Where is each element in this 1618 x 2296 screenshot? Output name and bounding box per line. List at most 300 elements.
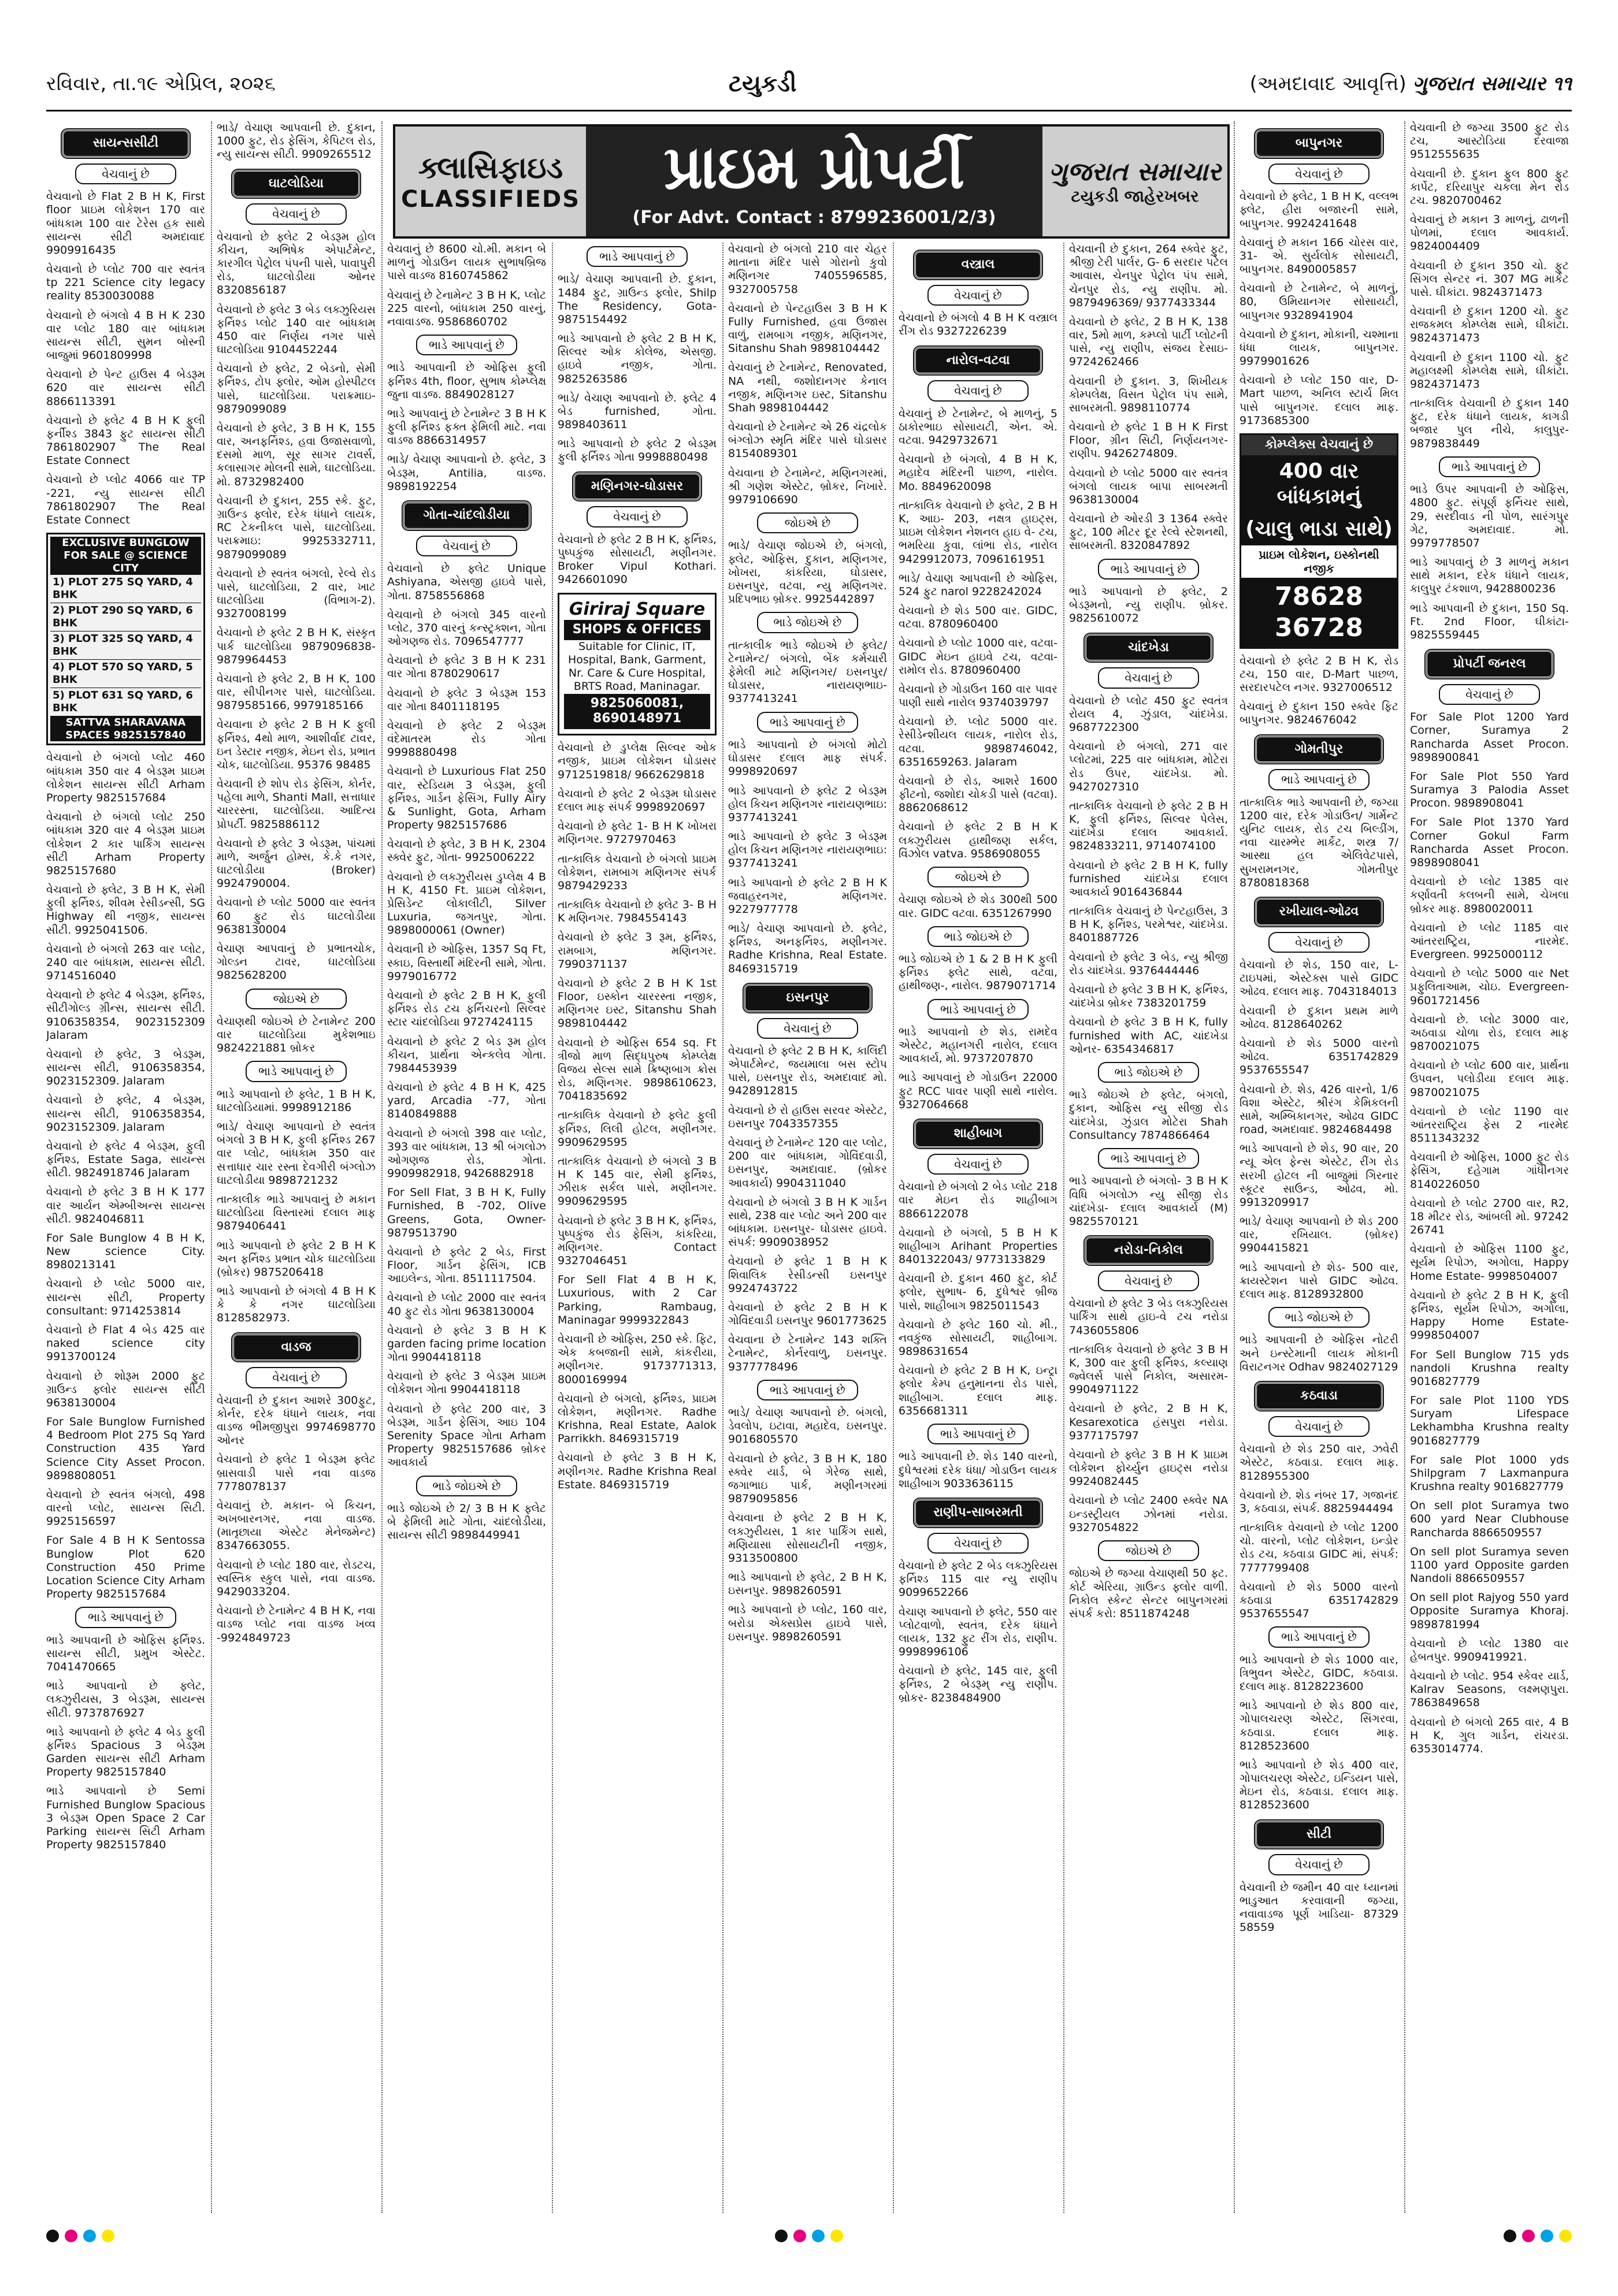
ad-column-4 (558, 243, 717, 2213)
section-subheading: વેચવાનું છે (587, 506, 688, 527)
column-divider (211, 121, 212, 2213)
classified-ad: ભાડે આપવાનો છે બંગલો મોટો ઘોડાસર દલાલ માફ સંપર્ક. 9998920697 (728, 738, 887, 778)
banner-right (1042, 127, 1227, 236)
section-subheading: વેચવાનું છે (757, 1018, 858, 1039)
classified-ad: વેચવાનું છે મકાન 166 ચોરસ વાર, 31- એ. સુર્યલોક સોસાયટી, બાપુનગર. 8490005857 (1240, 236, 1398, 276)
section-subheading: વેચવાનું છે (246, 203, 347, 224)
classified-ad: વેચવાનો છે ફ્લેટ 3 B H K, fully furnished with AC, ચાંદખેડા ઓનર- 6354346817 (1069, 1016, 1228, 1056)
classified-ad: ભાડે આપવાનો છે શેડ 400 વાર, ગોપાલચરણ એસ્ટેટ, ઇન્ડિયન પાસે, મેઇન રોડ, કઠવાડા. દલાલ માફ. 8128523600 (1240, 1758, 1398, 1812)
classified-ad: વેચવાનો છે ફ્લેટ 4 B H K ફુલી ફર્નીશ્ડ 3843 ફુટ સાયન્સ સીટી 7861802907 The Real Estate Connect (46, 414, 205, 467)
classified-ad: વેચવાનો છે બંગલો 398 વાર પ્લોટ, 393 વાર બાંધકામ, 13 શ્રી બંગલોઝ ઓગણજ રોડ, ગોતા. 9909982918, 9426882918 (387, 1127, 546, 1180)
classified-ad: વેચવાનો છે ફ્લેટ 2 B H K, રોડ ટચ, 150 વાર, D-Mart પાછળ, સરદારપટેલ નગર. 9327006512 (1240, 654, 1398, 694)
classified-ad: વેચવાનો છે ફ્લેટ 1 B H K શિવાલિક રેસીડન્સી ઇસનપુર 9924743722 (728, 1255, 887, 1295)
classified-ad: તાત્કાલિક વેચવાનો છે બંગલો 3 B H K 145 વાર, સેમી ફર્નિશ્ડ, ઝીરાક સર્કલ પાસે, મણીનગર. 9909629595 (558, 1154, 717, 1208)
classified-ad: વેચવાનો છે. શેડ નંબર 17, ગજાનંદ 3, કઠવાડા, સંપર્ક. 8825944494 (1240, 1488, 1398, 1515)
section-heading: કઠવાડા (1255, 1382, 1383, 1410)
classified-ad: વેચવાનો છે Flat 2 B H K, First floor પ્રાઇમ લોકેશન 170 વાર બાંધકામ 100 વાર ટેરેસ હક સાથે સાયન્સ સીટી અમદાવાદ 9909916435 (46, 190, 205, 257)
bungalow-sale-ad (46, 533, 205, 745)
black-dot-icon (775, 2230, 788, 2242)
classified-ad: વેચવાનો છે પ્લોટ 5000 વાર સ્વતંત્ર બંગલો લાયક બાપા સાબરમતી 9638130004 (1069, 466, 1228, 506)
classified-ad: ભાડે આપવાનો છે ફ્લેટ, લક્ઝુરીયસ, 3 બેડરૂમ, સાયન્સ સીટી. 9737876927 (46, 1680, 205, 1719)
classified-ad: વેચવાનો છે બંગલો 265 વાર, 4 B H K, ગુલ ગાર્ડન, રાંચરડા. 6353014774. (1410, 1715, 1569, 1755)
classified-ad: વેચવાનો છે Luxurious Flat 250 વાર, સ્ટેડિયમ 3 બેડરૂમ, ફુલી ફર્નિશ્ડ, ગાર્ડન ફેસિંગ, Fully Airy & Sunlight, Gota, Arham Property 9825157686 (387, 765, 546, 832)
cyan-dot-icon (1541, 2230, 1553, 2242)
classified-ad: વેચવાનો છે પ્લોટ 450 ફુટ સ્વતંત્ર રોયલ 4, ઝુંડાલ, ચાંદખેડા. 9687722300 (1069, 694, 1228, 734)
section-heading: મણિનગર-ઘોડાસર (573, 473, 701, 501)
section-subheading: વેચવાનું છે (1439, 684, 1540, 705)
classified-ad: વેચવાનો છે ડુપ્લેક્ષ સિલ્વર ઓક નજીક, પ્રાઇમ લોકેશન ઘોડાસર 9712519818/ 9662629818 (558, 741, 717, 781)
section-subheading: ભાડે જોઇએ છે (757, 612, 858, 633)
giriraj-line1: SHOPS & OFFICES (564, 620, 710, 640)
section-subheading: જોઇએ છે (1098, 1540, 1199, 1561)
classified-ad: વેચવાનો છે ફ્લેટ 3 B H K પ્રાઇમ લોકેશન ફોર્ચ્યુન હાઇટ્સ નરોડા 9924082445 (1069, 1448, 1228, 1488)
classified-ad: On sell plot Suramya two 600 yard Near Clubhouse Rancharda 8866509557 (1410, 1499, 1569, 1539)
classified-ad: વેચવાનું છે ટેનામેન્ટ 120 વાર પ્લોટ, 200 વાર બાંધકામ, ગોવિંદવાડી, ઇસનપુર, અમદાવાદ. (બ્રોકર આવકાર્ય) 9904311040 (728, 1136, 887, 1190)
classified-ad: વેચવાનો છે ફ્લેટ 3 B H K garden facing prime location ગોતા 9904418118 (387, 1324, 546, 1364)
classified-ad: ભાડે આપવાની છે ઓફિસ નોટરી અને ઇન્સ્ટેમાની લાયક મોકાની વિરાટનગર Odhav 9824027129 (1240, 1333, 1398, 1373)
classified-ad: વેચવાનો છે ટેનામેન્ટ 4 B H K, નવા વાડજ પ્લોટ નવા વાડજ ખવ્વ -9924849723 (217, 1604, 376, 1644)
classified-ad: વેચવાનો છે ફ્લેટ 2 બેડ, First Floor, ગાર્ડન ફેસિંગ, ICB આઇલેન્ડ, ગોતા. 8511117504. (387, 1245, 546, 1286)
classified-ad: વેચવાનો છે બંગલો 2 બેડ પ્લોટ 218 વાર મેઇન રોડ શાહીબાગ 8866122078 (899, 1180, 1057, 1220)
section-subheading: ભાડે જોઇએ છે (1268, 1307, 1370, 1328)
section-subheading: ભાડે આપવાનું છે (1098, 1148, 1199, 1169)
section-subheading: ભાડે આપવાનું છે (1268, 1626, 1370, 1647)
section-subheading: વેચવાનું છે (1098, 1270, 1199, 1291)
classified-ad: વેચવાનો છે શેડ 500 વાર. GIDC, વટવા. 8780960400 (899, 604, 1057, 631)
section-subheading: ભાડે આપવાનું છે (246, 1061, 347, 1082)
section-subheading: વેચવાનું છે (927, 1533, 1029, 1554)
classified-ad: વેચવાની છે ઓફિસ, 1357 Sq Ft, સ્કાઇ, વિસ્તાર્થી મંદિરની સામે, ગોતા. 9979016772 (387, 943, 546, 983)
classified-ad: વેચવાનો છે પેન્ટ હાઉસ 4 બેડરૂમ 620 વાર સાયન્સ સીટી 8866113391 (46, 368, 205, 408)
classified-ad: ભાડે આપવાનું છે ગોડાઉન 22000 ફુટ RCC પાવર પાણી સાથે નારોલ. 9327064668 (899, 1071, 1057, 1111)
classified-ad: ભાડે આપવાનો છે ફ્લેટ 2 B H K અન ફર્નિશ્ડ પ્રભાત ચોક ઘાટલોડિયા (બ્રોકર) 9875206418 (217, 1239, 376, 1279)
classified-ad: ભાડે/ વેચાણ આપવાની છે. દુકાન, 1484 ફુટ, ગ્રાઉન્ડ ફ્લોર, Shilp The Residency, Gota- 9875154492 (558, 273, 717, 326)
classified-ad: વેચવાનો છે પ્લોટ. 954 સ્કેવર યાર્ડ, Kalrav Seasons, લક્ષ્મણપુરા. 7863849658 (1410, 1670, 1569, 1710)
section-subheading: ભાડે આપવાનું છે (757, 1380, 858, 1400)
classified-ad: વેચવાનો છે ફ્લેટ, 2 B H K, 138 વાર, 5મો માળ, કમ્પ્લો પાર્ટી પ્લોટની પાસે, ન્યુ રાણીપ, સંજય દેસાઇ- 9724262466 (1069, 315, 1228, 369)
magenta-dot-icon (793, 2230, 806, 2242)
classified-ad: વેચવાનું છે. મકાન- બે કિચન, અખબારનગર, નવા વાડજ. (માતૃછાયા એસ્ટેટ મેનેજમેન્ટ) 8347663055. (217, 1499, 376, 1552)
classified-ad: વેચવાનો છે ફ્લેટ 4 બેડરૂમ, ફુલી ફર્નિશ્ડ, Estate Saga, સાયન્સ સીટી. 9824918746 Jalaram (46, 1139, 205, 1180)
section-subheading: વેચવાનું છે (927, 1154, 1029, 1175)
classified-ad: વેચવાનો છે ફ્લેટ 2 B H K, ઇન્ટ્રા ફ્લોર કેમ્પ હનુમાનના રોડ પાસે, શાહીબાગ. દલાલ માફ. 6356681311 (899, 1364, 1057, 1417)
section-subheading: જોઇએ છે (757, 512, 858, 533)
classified-ad: વેચવાનો છે ફ્લેટ 2, B H K, 100 વાર, સીપીનગર પાસે, ઘાટલોડિયા. 9879585166, 9979185166 (217, 672, 376, 712)
classified-ad: વેચવાનું છે ટેનામેન્ટ, બે માળનું, 5 ઠાકોરભાઇ સોસાયટી, એન. એ. વટવા. 9429732671 (899, 407, 1057, 447)
classified-ad: વેચવાની છે દુકાન 1200 ચો. ફુટ રાજકમલ કોમ્પ્લેક્ષ સામે, ઘીકાંટા. 9824371473 (1410, 305, 1569, 345)
classified-ad: વેચવાનો છે બંગલો 4 B H K વસ્ત્રાલ રીંગ રોડ 9327226239 (899, 311, 1057, 338)
section-subheading: ભાડે આપવાનું છે (587, 246, 688, 267)
section-subheading: ભાડે આપવાનું છે (75, 1607, 176, 1628)
classified-ad: વેચવાનો છે પ્લોટ 5000 વાર, સાયન્સ સીટી, Property consultant: 9714253814 (46, 1277, 205, 1317)
classified-ad: For Sale Bunglow Furnished 4 Bedroom Plot 275 Sq Yard Construction 435 Yard Science City Asset Procon. 9898808051 (46, 1416, 205, 1482)
ad-column-2 (217, 121, 376, 2213)
classified-ad: ભાડે જોઇએ છે 2/ 3 B H K ફ્લેટ બે ફેમિલી માટે ગોતા, ચાંદલોડીયા, સાયન્સ સીટી 9898449941 (387, 1502, 546, 1542)
section-subheading: જોઇએ છે (927, 867, 1029, 887)
classified-ad: વેચવાનો છે બંગલો 4 B H K 230 વાર પ્લોટ 180 વાર બાંધકામ સાયન્સ સીટી, સુમન બોસ્ની બાજુમાં 9601809998 (46, 309, 205, 362)
classified-ad: For sale Plot 1100 YDS Suryam Lifespace Lekhambha Krushna realty 9016827779 (1410, 1394, 1569, 1447)
classified-ad: For Sell Bunglow 715 yds nandoli Krushna realty 9016827779 (1410, 1348, 1569, 1388)
section-subheading: વેચવાનું છે (1268, 164, 1370, 184)
classified-ad: ભાડે આપવાનો છે ફ્લેટ 2 B H K, સિલ્વર ઓક કોલેજ, એસજી. હાઇવે નજીક, ગોતા. 9825263586 (558, 332, 717, 385)
classified-ad: For Sale Plot 550 Yard Suramya 3 Palodia Asset Procon. 9898908041 (1410, 770, 1569, 810)
ad-column-3 (387, 243, 546, 2213)
section-subheading: ભાડે આપવાનું છે (1098, 559, 1199, 579)
classified-ad: ભાડે આપવાની છે ઓફિસ ફુલી ફર્નિશ્ડ 4th, floor, સુભાષ કોમ્પ્લેક્ષ જુના વાડજ. 8849028127 (387, 361, 546, 401)
classified-ad: For Sell Flat, 3 B H K, Fully Furnished, B -702, Olive Greens, Gota, Owner- 9879513790 (387, 1186, 546, 1239)
section-heading: સાયન્સસીટી (62, 129, 190, 158)
column-divider (552, 243, 553, 2213)
classified-ad: વેચવાનો છે પ્લોટ 1185 વાર આંતરરાષ્ટ્રિય, નારમેદ. Evergreen. 9925000112 (1410, 921, 1569, 961)
section-subheading: ભાડે આપવાનું છે (416, 335, 517, 355)
classified-ad: તાત્કાલિક વેચવાનો છે ફ્લેટ ફુલી ફર્નિશ્ડ, લિલી હોટલ, મણીનગર. 9909629595 (558, 1109, 717, 1149)
classified-ad: ભાડે આપવાનો છે પ્લોટ, 160 વાર, બરોડા એક્સપ્રેસ હાઇવે પાસે, ઇસનપુર. 9898260591 (728, 1603, 887, 1643)
classified-ad: ભાડે/ વેચાણ આપવાની છે. દુકાન, 1000 ફુટ, રોડ ફેસિંગ, કેપિટલ રોડ, ન્યુ સાયન્સ સીટી. 9909265512 (217, 121, 376, 161)
classified-ad: વેચવાનો છે બંગલો પ્લોટ 460 બાંધકામ 350 વાર 4 બેડરૂમ પ્રાઇમ લોકેશન સાયન્સ સીટી Arham Property 9825157684 (46, 751, 205, 804)
classified-ad: વેચવાનો છે ફ્લેટ 160 ચો. મી., નવકુંજ સોસાયટી, શાહીબાગ. 9898631654 (899, 1318, 1057, 1358)
classified-ad: તાત્કાલિક વેચવાનો છે ફ્લેટ 3 B H K, 300 વાર ફુલી ફર્નિશ્ડ, કલ્યાણ જ્વેલર્સ પાસે નિકોલ, અસારમ- 9904971122 (1069, 1343, 1228, 1396)
bungalow-ad-plot: 4) PLOT 570 SQ YARD, 5 BHK (50, 660, 201, 688)
bungalow-ad-plot: 1) PLOT 275 SQ YARD, 4 BHK (50, 575, 201, 603)
classified-ad: તાત્કાલીક ભાડે આપવાનું છે મકાન ઘાટલોડિયા વિસ્તારમાં દલાલ માફ 9879406441 (217, 1193, 376, 1233)
classified-ad: વેચવાની છે દુકાન, 255 સ્કે. ફુટ, ગ્રાઉન્ડ ફ્લોર, દરેક ધંધાને લાયક, RC ટેકનીકલ પાસે, ઘાટલોડિયા. પરાક્રમાઇ: 9925332711, 9879099089 (217, 494, 376, 561)
classified-ad: વેચવાનો છે ફ્લેટ 2 બેડ લક્ઝુરિયસ ફર્નિશ્ડ 115 વાર ન્યુ રાણીપ 9099652266 (899, 1559, 1057, 1599)
bungalow-ad-footer: SATTVA SHARAVANA SPACES 9825157840 (50, 716, 201, 742)
classified-ad: ભાડે આપવાનો છે શેડ- 500 વાર, ક્રાયસ્ટેશન પાસે GIDC ઓઢવ. દલાલ માફ. 8128932800 (1240, 1261, 1398, 1301)
section-subheading: ભાડે આપવાનું છે (1439, 456, 1540, 477)
cyan-dot-icon (83, 2230, 96, 2242)
section-heading: વાડજ (232, 1333, 360, 1362)
classified-ad: વેચવાનો છે ફ્લેટ 3 B H K, ફર્નિશ્ડ, પુષ્પકુંજ રોડ ફેસિંગ, કાંકરિયા, મણિનગર. Contact 9327046451 (558, 1214, 717, 1268)
classified-ad: ભાડે આપવાનો છે ફ્લેટ 2 B H K જવાહરનગર, મણિનગર. 9227977778 (728, 876, 887, 916)
registration-marks-left (46, 2230, 114, 2242)
classified-ad: વેચવાનો છે ફ્લેટ 3 બેડરૂમ 153 વાર ગોતા 8401118195 (387, 686, 546, 713)
classified-ad: વેચવાનો છે ફ્લેટ 1- B H K ખોખરા મણિનગર. 9727970463 (558, 820, 717, 846)
classified-ad: ભાડે આપવાનું છે 3 માળનું મકાન સાથે મકાન, દરેક ધંધાને લાયક, કાલુપુર ટંકશાળ, 9428800236 (1410, 556, 1569, 596)
classified-ad: વેચવાનો છે ફ્લેટ 3 બેડ લક્ઝુરિયસ ફર્નિશ્ડ પ્લોટ 140 વાર બાંધકામ 450 વાર નિર્ણય નગર પાસે ઘાટલોડિયા 9104452244 (217, 303, 376, 356)
classified-ad: ભાડે જોઇએ છે ફ્લેટ, બંગલો, દુકાન, ઓફિસ ન્યુ સીજી રોડ ચાંદખેડા, ઝુંડાલ મોટેરા Shah Consultancy 7874866464 (1069, 1088, 1228, 1142)
classified-ad: વેચવાનો છે દુકાન, મોકાની, ચશ્માના ધંધા લાયક, બાપુનગર. 9979901626 (1240, 328, 1398, 368)
ad-column-1 (46, 121, 205, 2213)
section-heading: સીટી (1255, 1821, 1383, 1849)
classified-ad: વેચવાનો છે ફ્લેટ 3 B H K, ફર્નિશ્ડ, ચાંદખેડા બ્રોકર 7383201759 (1069, 983, 1228, 1010)
giriraj-title: Giriraj Square (569, 599, 706, 619)
classified-ad: જોઇએ છે જગ્યા વેચાણથી 50 ફ્ટ. કોર્ટ એરિયા, ગ્રાઉન્ડ ફ્લોર વાળી. નિકોલ સ્કેન્ટ સેન્ટર બાપુનગરમાં સંપર્ક કરો: 8511874248 (1069, 1567, 1228, 1620)
section-heading: રાણીપ-સાબરમતી (914, 1499, 1042, 1527)
complex-line1: કોમ્પ્લેક્સ વેચવાનું છે (1241, 435, 1397, 455)
classified-ad: વેચવાનો છે ફ્લેટ 3 બેડરૂમ, પાંચમાં માળે, અર્જુન હોમ્સ, કે.કે નગર, ઘાટલોડીયા (Broker) 9924790004. (217, 837, 376, 890)
classified-ad: વેચવાનો છે ફ્લેટ, 3 B H K, સેમી ફુલી ફર્નિશ્ડ, શીવમ રેસીડન્સી, SG Highway થી નજીક, સાયન્સ સીટી. 9925041506. (46, 883, 205, 937)
classified-ad: વેચવાનો છે પ્લોટ 150 વાર, D-Mart પાછળ, અનિલ સ્ટાર્ચ મિલ પાસે બાપુનગર. દલાલ માફ. 9173685300 (1240, 374, 1398, 427)
header-section: ટયુકડી (728, 70, 797, 97)
classified-ad: વેચવાનો છે લક્ઝુરીયસ ડુપ્લેક્ષ 4 B H K, 4150 Ft. પ્રાઇમ લોકેશન, પ્રેસિડેન્ટ લોકાલીટી, Silver Luxuria, જગતપુર, ગોતા. 9898000061 (Owner) (387, 870, 546, 937)
classified-ad: વેચવાનો છે પ્લોટ 2700 વાર, R2, 18 મીટર રોડ, આંબલી મો. 97242 26741 (1410, 1197, 1569, 1237)
classified-ad: વેચવાનો છે બંગલો 263 વાર પ્લોટ, 240 વાર બાંધકામ, સાયન્સ સીટી. 9714516040 (46, 942, 205, 983)
classified-ad: વેચવાનો છે બંગલો 345 વારનો પ્લોટ, 370 વારનું કન્સ્ટ્રક્શન, ગોતા ઓગણજ રોડ. 7096547777 (387, 608, 546, 648)
section-heading: શાહીબાગ (914, 1120, 1042, 1148)
classified-ad: વેચવાનો છે બંગલો, 4 B H K, મહાદેવ મંદિરની પાછળ, નારોલ. Mo. 8849620098 (899, 453, 1057, 493)
yellow-dot-icon (102, 2230, 114, 2242)
classified-ad: વેચવાનો છે ફ્લેટ 2 બેડરૂમ હોલ કીચન, અભિષેક એપાર્ટમેન્ટ, કારગીલ પેટ્રોલ પંપની પાસે, પાવાપુરી રોડ, ઘાટલોડીયા ઓનર 8320856187 (217, 230, 376, 297)
section-heading: ઇસનપુર (744, 984, 871, 1012)
classified-ad: વેચવાનો છે બંગલો, 5 B H K શાહીબાગ Arihant Properties 8401322043/ 9773133829 (899, 1226, 1057, 1266)
ad-column-7 (1069, 243, 1228, 2213)
yellow-dot-icon (1559, 2230, 1572, 2242)
classified-ad: વેચવાના છે ફ્લેટ 2 B H K, લક્ઝુરીયસ, 1 કાર પાર્કિંગ સાથે, મણિયાસા સોસાયટીની નજીક, 9313500800 (728, 1511, 887, 1565)
classified-ad: ભાડે/ વેચાણ આપવાનો છે સ્વતંત્ર બંગલો 3 B H K, ફુલી ફર્નિશ્ડ 267 વાર પ્લોટ, બાંધકામ 350 વાર સત્તાધાર ચાર રસ્તા દેવગીરી બંગ્લોઝ ઘાટલોડીયા 9898721232 (217, 1120, 376, 1187)
complex-line2: 400 વાર બાંધકામનું (1241, 455, 1397, 513)
classified-ad: ભાડે આપવાનો છે ફ્લેટ 3 બેડરૂમ હોલ કિચન મણિનગર નારાયણભાઇ: 9377413241 (728, 830, 887, 870)
classified-ad: વેચવાનો છે ફ્લેટ, 2 B H K, Kesarexotica હંસપુરા નરોડા. 9377175797 (1069, 1402, 1228, 1442)
classified-ad: ભાડે આપવાનું છે ટેનામેન્ટ 3 B H K ફુલી ફર્નિશ્ડ ફક્ત ફેમિલી માટે. નવા વાડજ 8866314957 (387, 407, 546, 447)
bungalow-ad-header: EXCLUSIVE BUNGLOW FOR SALE @ SCIENCE CITY (50, 537, 201, 575)
classified-ad: વેચવાનું છે 8600 ચો.મી. મકાન બે માળનું ગોડાઉન લાયક સુભાષબ્રિજ પાસે વાડજ 8160745862 (387, 243, 546, 283)
classified-ad: ભાડે/ વેચાણ આપવાનો છે શેડ 200 વાર, રખિયાલ. (બ્રોકર) 9904415821 (1240, 1215, 1398, 1255)
classified-ad: વેચવાનો છે શોરૂમ 2000 ફુટ ગ્રાઉન્ડ ફ્લોર સાયન્સ સીટી 9638130004 (46, 1369, 205, 1409)
classified-ad: વેચવાના છે ટેનામેન્ટ, મણિનગરમાં, શ્રી ગણેશ એસ્ટેટ, બ્રોકર, નિખારે. 9979106690 (728, 466, 887, 506)
section-subheading: વેચવાનું છે (416, 536, 517, 556)
banner-contact: (For Advt. Contact : 8799236001/2/3) (632, 207, 996, 228)
giriraj-phone: 9825060081, 8690148971 (564, 694, 710, 730)
classified-ad: વેચવાનો છે ફ્લેટ 3 રૂમ, ફર્નિશ્ડ, રામબાગ, મણિનગર. 7990371137 (558, 931, 717, 971)
section-subheading: વેચવાનું છે (1268, 1854, 1370, 1875)
classified-ad: ભાડે ઉપર આપવાની છે ઓફિસ, 4800 ફુટ. સંપૂર્ણ ફર્નિચર સાથે, 29, સરદીવાડ ની પોળ, સારંગપુર ગેટ, અમદાવાદ. મો. 9979778507 (1410, 483, 1569, 549)
giriraj-line2: Suitable for Clinic, IT, Hospital, Bank, Garment, (568, 640, 706, 667)
classified-ad: વેચવાનો છે ફ્લેટ 2 B H K લક્ઝુરીયસ હાથીજણ સર્કલ, વિંઝોલ vatva. 9586908055 (899, 820, 1057, 860)
classified-ad: વેચવાનો છે ફ્લેટ 3 B H K, મણીનગર. Radhe Krishna Real Estate. 8469315719 (558, 1451, 717, 1491)
section-heading: ચાંદખેડા (1085, 634, 1212, 662)
classified-ad: તાત્કાલિક વેચવાની છે દુકાન 140 ફુટ, દરેક ધંધાને લાયક, કાગડી બજાર પુલ નીચે, કાલુપુર- 9879838449 (1410, 397, 1569, 450)
classified-ad: વેચવાની છે દુકાન 350 ચો. ફુટ સિંગલ સેન્ટર નં. 307 MG માર્કેટ પાસે. ઘીકાંટા. 9824371473 (1410, 259, 1569, 299)
classifieds-banner (393, 124, 1230, 239)
banner-brand: ગુજરાત સમાચાર (1049, 157, 1221, 187)
section-subheading: વેચવાનું છે (927, 380, 1029, 401)
classified-ad: વેચવાનો છે ફ્લેટ 2 બેડ રૂમ હોલ કીચન, પ્રાર્થના એન્કલેવ ગોતા. 7984453939 (387, 1035, 546, 1075)
section-heading: ગોતા-ચાંદલોડીયા (403, 501, 530, 530)
section-subheading: વેચવાનું છે (1268, 932, 1370, 953)
classified-ad: વેચવાનો છે ઓરડી 3 1364 સ્ક્વેર ફુટ, 100 મીટર દૂર રેલ્વે સ્ટેશનથી, સાબરમતી. 8320847892 (1069, 512, 1228, 552)
registration-marks-center (775, 2230, 843, 2242)
classified-ad: ભાડે આપવાનો છે ફ્લેટ 2 બેડરૂમ હોલ કિચન મણિનગર નારાયણભાઇ: 9377413241 (728, 784, 887, 824)
classified-ad: વેચવાનો છે ઓફિસ 654 sq. Ft ત્રીજો માળ સિદ્ધપુરુષ કોમ્પ્લેક્ષ વિજય સેલ્સ સામે ક્રિષ્ણબાગ ક્રોસ રોડ, મણિનગર. 9898610623, 7041835692 (558, 1036, 717, 1103)
classified-ad: વેચવાની છે દુકાન. 3, શિખીયક કોમ્પલેક્ષ, વિસત પેટ્રોલ પંપ સામે, સાબરમતી. 9898110774 (1069, 374, 1228, 414)
page-header (46, 58, 1572, 112)
classified-ad: વેચવાનો છે બંગલો 210 વાર ચેહર માતાના મંદિર પાસે ગોરાનો કુવો મણિનગર 7405596585, 9327005758 (728, 243, 887, 296)
classified-ad: વેચવાનો છે ફ્લેટ, 1 B H K, વલ્લભ ફ્લેટ, હીરા બજારની સામે, બાપુનગર. 9924241648 (1240, 190, 1398, 230)
classified-ad: વેચવાનો છે ફ્લેટ, 3 B H K, 155 વાર, અનફર્નિશ્ડ, હવા ઉજાસવાળો, દસમો માળ, સૂર સાગર ટાવર્સ, કલાસાગર મોલની સામે, ઘાટલોડિયા. મો. 8732982400 (217, 421, 376, 488)
classified-ad: ભાડે આપવાનો છે ફ્લેટ, 2 B H K, ઇસનપુર. 9898260591 (728, 1571, 887, 1597)
column-divider (1234, 121, 1235, 2213)
ad-column-5 (728, 243, 887, 2213)
ad-column-6 (899, 243, 1057, 2213)
column-divider (1063, 243, 1064, 2213)
classified-ad: વેચવાનો છે ફ્લેટ, 3 B H K, 2304 સ્ક્વેર ફુટ, ગોતા- 9925006222 (387, 838, 546, 864)
section-heading: ઘાટલોડિયા (232, 170, 360, 198)
classified-ad: તાત્કાલીક ભાડે જોઇએ છે ફ્લેટ/ ટેનામેન્ટ/ બંગલો, બેંક કર્મચારી ફેમેલી માટે મણિનગર/ ઇસનપુર/ ઘોડાસર, નારાયણભાઇ- 9377413241 (728, 638, 887, 705)
column-divider (722, 243, 723, 2213)
classified-ad: વેચવાનો છે શેડ 5000 વારનો ઓઢવ. 6351742829 9537655547 (1240, 1037, 1398, 1077)
classified-ad: વેચવાની છે જમીન 40 વાર ધ્યાનમાં ભાડુઆત કરવાવાની જગ્યા, નવાવાડજ પૂર્ણ ખાડિયા- 87329 58559 (1240, 1881, 1398, 1934)
classified-ad: તાત્કાલિક વેચવાનો છે ફ્લેટ 2 B H K, ફુલી ફર્નિશ્ડ, સિલ્વર પેલેસ, ચાંદખેડા દલાલ આવકાર્ય. 9824833211, 9714074100 (1069, 799, 1228, 853)
classified-ad: ભાડે આપવાની છે ઓફિસ ફર્નિશ્ડ. સાયન્સ સીટી, પ્રમુખ એસ્ટેટ. 7041470665 (46, 1633, 205, 1673)
classified-ad: For sale Plot 1000 yds Shilpgram 7 Laxmanpura Krushna realty 9016827779 (1410, 1453, 1569, 1493)
classified-ad: વેચવાની છે ઓફિસ, 250 સ્કે. ફિટ, એક કબજાની સામે, કાંકરીયા, મણીનગર. 9173771313, 8000169994 (558, 1333, 717, 1386)
complex-line4: પ્રાઇમ લોકેશન, ઇસ્કોનથી નજીક (1241, 545, 1397, 578)
classified-ad: વેચવાનો છે પ્લોટ 700 વાર સ્વતંત્ર tp 221 Science city legacy reality 8530030088 (46, 263, 205, 303)
classified-ad: વેચવાનો છે ફ્લેટ 2 B H K, ફુલી ફર્નિશ્ડ રોડ ટચ ફર્નિચરનો સિલ્વર સ્ટાર ચાંદલોડિયા 9727424115 (387, 989, 546, 1029)
classified-ad: વેચવાનો છે પેન્ટહાઉસ 3 B H K Fully Furnished, હવા ઉજાસ વાળું, રામબાગ નજીક, મણિનગર, Sitanshu Shah 9898104442 (728, 302, 887, 355)
classified-ad: તાત્કાલિક વેચવાનું છે પેન્ટહાઉસ, 3 B H K, ફર્નિશ્ડ, પરમેશ્વર, ચાંદખેડા. 8401887726 (1069, 905, 1228, 945)
classified-ad: વેચવાનો છે ફ્લેટ 3 બેડરૂમ પ્રાઇમ લોકેશન ગોતા 9904418118 (387, 1370, 546, 1396)
classified-ad: વેચવાની છે શોપ રોડ ફેસિંગ, કોર્નર, પહેલા માળે, Shanti Mall, સત્તાધાર ચારરસ્તા, ઘાટલોડિયા. આદિત્ય પ્રોપર્ટી. 9825886112 (217, 778, 376, 831)
classified-ad: ભાડે/ વેચાણ આપવાનો છે. બંગલો, ડેવલોપ, ઇટાવા, મહાદેવ, ઇસનપુર. 9016805570 (728, 1406, 887, 1446)
classified-ad: વેચવાનો છે ફ્લેટ 4 B H K, 425 yard, Arcadia -77, ગોતા 8140849888 (387, 1081, 546, 1121)
section-subheading: વેચવાનું છે (927, 285, 1029, 306)
classified-ad: ભાડે આપવાનો છે ફ્લેટ 2 બેડરૂમ ફુલી ફર્નિશ્ડ ગોતા 9998880498 (558, 437, 717, 464)
black-dot-icon (46, 2230, 59, 2242)
complex-line3: (ચાલુ ભાડા સાથે) (1241, 513, 1397, 545)
column-divider (381, 121, 383, 2213)
classified-ad: વેચવાનો છે. શેડ, 426 વારનો, 1/6 વિશા એસ્ટેટ, શ્રીરંગ કેમિકલની સામે, અમ્બિકાનગર, ઓઢવ GIDC road, અમદાવાદ. 9824684498 (1240, 1083, 1398, 1136)
classified-ad: વેચાણ આપવાનો છે ફ્લેટ, 550 વાર પ્લોટવાળો, સ્વતંત્ર, દરેક ધંધાને લાયક, 132 ફુટ રીંગ રોડ, રાણીપ. 9998996106 (899, 1605, 1057, 1659)
classified-ad: વેચવાનો છે શેડ, 150 વાર, L-ટાઇપમાં, એસ્ટેક્સ પાસે GIDC ઓઢવ. દલાલ માફ. 7043184013 (1240, 958, 1398, 998)
header-date: રવિવાર, તા.૧૯ એપ્રિલ, ૨૦૨૬ (46, 72, 276, 95)
classified-ad: વેચવાનો છે પ્લોટ 1385 વાર કર્ણાવતી કલબની સામે, ચેખલા બ્રોકર માફ. 8980020011 (1410, 875, 1569, 915)
page-footer (46, 2224, 1572, 2247)
classified-ad: વેચવાનો છે ફ્લેટ 2 B H K 1st Floor, ઇસ્કોન ચારરસ્તા નજીક, મણિનગર ઇસ્ટ, Sitanshu Shah 9898104442 (558, 976, 717, 1030)
classified-ad: વેચવાનો છે બંગલો, ફર્નિશ્ડ, પ્રાઇમ લોકેશન, મણીનગર. Radhe Krishna, Real Estate, Aalok Parrikkh. 8469315719 (558, 1392, 717, 1446)
classified-ad: વેચવાનો છે ફ્લેટ 1 બેડરૂમ ફ્લેટ બ્રાસવાડી પાસે નવા વાડજ 7778078137 (217, 1453, 376, 1493)
classified-ad: વેચવાનો છે ફ્લેટ 4 બેડરૂમ, ફર્નિશ્ડ, સીટીગોલ્ડ ગ્રીન્સ, સાયન્સ સીટી. 9106358354, 9023152309 Jalaram (46, 989, 205, 1042)
column-divider (1404, 121, 1405, 2213)
classified-ad: વેચવાનો છે શેડ 250 વાર, ઝવેરી એસ્ટેટ, કઠવાડા. દલાલ માફ. 8128955300 (1240, 1443, 1398, 1483)
magenta-dot-icon (1522, 2230, 1535, 2242)
column-divider (893, 243, 894, 2213)
section-subheading: વેચવાનું છે (75, 164, 176, 184)
classified-ad: ભાડે/ વેચાણ જોઇએ છે, બંગલો, ફ્લેટ, ઓફિસ, દુકાન, મણિનગર, ખોખરા, કાંકરિયા, ઘોડાસર, ઇસનપુર, વટવા, ન્યુ મણિનગર. પ્રદિપભાઇ બ્રોકર. 9925442897 (728, 539, 887, 606)
banner-title: પ્રાઇમ પ્રોપર્ટી (663, 132, 965, 202)
classified-ad: વેચવાની છે જગ્યા 3500 ફુટ રોડ ટચ, આસ્ટોડિયા દરવાજા 9512555635 (1410, 121, 1569, 161)
section-heading: ગોમતીપુર (1255, 735, 1383, 764)
section-subheading: ભાડે આપવાનું છે (927, 1424, 1029, 1444)
classified-ad: વેચવાનો છે ફ્લેટ 200 વાર, 3 બેડરૂમ, ગાર્ડન ફેસિંગ, આઇ 104 Serenity Space ગોતા Arham Property 9825157686 બ્રોકર આવકાર્ય (387, 1402, 546, 1469)
bungalow-ad-plot: 2) PLOT 290 SQ YARD, 6 BHK (50, 603, 201, 631)
section-heading: પ્રોપર્ટી જનરલ (1426, 650, 1553, 678)
classified-ad: તાત્કાલિક ભાડે આપવાની છે, જગ્યા 1200 વાર, દરેક ગોડાઉન/ ગાર્મેન્ટ યુનિટ લાયક, રોડ ટચ બિલ્ડીંગ, નવા ચારમ્ભેર માર્કેટ, શસ્ત્ર 7/ આસ્થા હલ એલિવેટપાસે, સુખરામનગર, ગોમતીપુર 8780818368 (1240, 796, 1398, 889)
classified-ad: તાત્કાલિક વેચવાનો છે ફ્લેટ 3- B H K મણિનગર. 7984554143 (558, 898, 717, 925)
classified-ad: વેચવાનો છે ફ્લેટ 3 B H K 177 વાર આર્યન એમ્બીઅન્સ સાયન્સ સીટી. 9824046811 (46, 1186, 205, 1225)
classified-ad: ભાડે આપવાનો છે બંગલો- 3 B H K વિધિ બંગલોઝ ન્યુ સીજી રોડ ચાંદખેડા- દલાલ આવકાર્ય (M) 9825570121 (1069, 1175, 1228, 1228)
classified-ad: વેચવાનો છે ફ્લેટ 3 બેડ લક્ઝુરિયસ પાર્કિંગ સાથે હાઇ-વે ટચ નરોડા 7436055806 (1069, 1297, 1228, 1337)
bungalow-ad-plot: 3) PLOT 325 SQ YARD, 4 BHK (50, 631, 201, 660)
section-subheading: વેચવાનું છે (1268, 1416, 1370, 1437)
classified-ad: વેચવાનો છે ફ્લેટ 3 B H K 231 વાર ગોતા 8780290617 (387, 654, 546, 681)
classified-ad: ભાડે આપવાનો છે Semi Furnished Bunglow Spacious 3 બેડરૂમ Open Space 2 Car Parking સાયન્સ સિટી Arham Property 9825157840 (46, 1785, 205, 1852)
classified-ad: ભાડે આપવાનો છે ફ્લેટ 4 બેડ ફુલી ફર્નિશ્ડ Spacious 3 બેડરૂમ Garden સાયન્સ સીટી Arham Property 9825157840 (46, 1725, 205, 1779)
classified-ad: On sell plot Suramya seven 1100 yard Opposite garden Nandoli 8866509557 (1410, 1545, 1569, 1585)
classified-ad: ભાડે આપવાનો છે બંગલો 4 B H K કે કે નગર ઘાટલોડિયા 8128582973. (217, 1285, 376, 1325)
classified-ad: For Sale Plot 1370 Yard Corner Gokul Farm Rancharda Asset Procon. 9898908041 (1410, 816, 1569, 869)
classified-ad: ભાડે આપવાનો છે શેડ 800 વાર, ગોપાલચરણ એસ્ટેટ, સિંગરવા, કઠવાડા. દલાલ માફ. 8128523600 (1240, 1699, 1398, 1752)
classified-ad: ભાડે આપવાનો છે ફ્લેટ, 1 B H K, ઘાટલોડિયામાં. 9998912186 (217, 1087, 376, 1114)
classified-ad: વેચાણ આપવાનું છે પ્રભાતચોક, ગોલ્ડન ટાવર, ઘાટલોડિયા 9825628200 (217, 942, 376, 982)
section-heading: વસ્ત્રાલ (914, 251, 1042, 279)
header-brand: ગુજરાત સમાચાર ૧૧ (1412, 72, 1572, 95)
section-subheading: ભાડે આપવાનું છે (757, 712, 858, 733)
classified-ad: વેચવાનો છે ટેનામેન્ટ, બે માળનું, 80, ઉમિયાનગર સોસાયટી, બાપુનગર 9328941904 (1240, 282, 1398, 322)
classified-ad: ભાડે/ વેચાણ આપવાની છે ઓફિસ, 524 ફુટ narol 9228242024 (899, 571, 1057, 598)
classified-ad: વેચવાનું છે ટેનામેન્ટ, Renovated, NA નથી, જશોદાનગર કેનાલ નજીક, મણિનગર ઇસ્ટ, Sitanshu Shah 9898104442 (728, 361, 887, 414)
classified-ad: વેચવાનો છે પ્લોટ 2000 વાર સ્વતંત્ર 40 ફુટ રોડ ગોતા 9638130004 (387, 1291, 546, 1318)
classified-ad: વેચવાનો છે ફ્લેટ 1 B H K First Floor, ગ્રીન સિટી, નિર્ણયનગર- રાણીપ. 9426274809. (1069, 421, 1228, 460)
section-heading: નરોડા-નિકોલ (1085, 1236, 1212, 1265)
classified-ad: વેચવાનો છે પ્લોટ 600 વાર, પ્રાર્થના ઉપવન, પલોડીયા દલાલ માફ. 9870021075 (1410, 1059, 1569, 1099)
classified-ad: વેચાણથી જોઇએ છે ટેનામેન્ટ 200 વાર ઘાટલોડિયા મુકેશભાઇ 9824221881 બ્રોકર (217, 1015, 376, 1055)
classified-ad: વેચવાનો છે પ્લોટ 5000 વાર સ્વતંત્ર 60 ફુટ રોડ ઘાટલોડીયા 9638130004 (217, 896, 376, 936)
classified-ad: વેચવાનો છે પ્લોટ 5000 વાર Net પ્રફુલિતાઆમ, ચોઇ. Evergreen- 9601721456 (1410, 967, 1569, 1007)
classified-ad: વેચવાનો છે બંગલો, 271 વાર પ્લોટમાં, 225 વાર બાંધકામ, મોટેરા રોડ ઉપર, ચાંદખેડા. મો. 9427027310 (1069, 740, 1228, 793)
classified-ad: વેચવાનો છે ગોડાઉન 160 વાર પાવર પાણી સાથે નારોલ 9374039797 (899, 682, 1057, 709)
classified-ad: વેચવાનો છે ફ્લેટ, 3 B H K, 180 સ્ક્વેર યાર્ડ, બે ગેરેજ સાથે, જગાભાઇ પાર્ક, મણીનગરમાં 9879095856 (728, 1452, 887, 1506)
yellow-dot-icon (830, 2230, 843, 2242)
banner-middle (586, 127, 1042, 236)
section-subheading: વેચવાનું છે (1098, 667, 1199, 688)
classified-ad: વેચવાનો છે પ્લોટ 2400 સ્ક્વેર NA ઇન્ડસ્ટ્રીયલ ઝોનમાં નરોડા. 9327054822 (1069, 1494, 1228, 1534)
section-heading: રખીયાલ-ઓઢવ (1255, 898, 1383, 926)
classified-ad: વેચવાની છે ઓફિસ, 1000 ફુટ રોડ ફેસિંગ, દહેગામ ગાંધીનગર 8140226050 (1410, 1151, 1569, 1191)
classified-ad: વેચવાની છે દુકાન, 264 સ્ક્વેર ફુટ, શ્રીજી ટેરી પાર્લર, G- 6 સરદાર પટેલ આવાસ, ચેનપુર પેટ્રોલ પંપ સામે, ચેનપુર રોડ, ન્યુ રાણીપ. મો. 9879496369/ 9377433344 (1069, 243, 1228, 309)
classified-ad: તાત્કાલિક વેચવાનો છે બંગલો પ્રાઇમ લોકેશન, રામબાગ મણિનગર સંપર્ક 9879429233 (558, 852, 717, 892)
giriraj-line3: Nr. Care & Cure Hospital, BRTS Road, Maninagar. (568, 667, 706, 693)
classified-ad: વેચવાનો છે ફ્લેટ 2 B H K, fully furnished ચાંદખેડા દલાલ આવકાર્ય 9016436844 (1069, 859, 1228, 898)
classified-ad: વેચવાનો છે ફ્લેટ 2 B H K, ફર્નિશ્ડ, પુષ્પકુંજ સોસાયટી, મણીનગર. Broker Vipul Kothari. 9426601090 (558, 533, 717, 586)
section-subheading: ભાડે જોઇએ છે (927, 926, 1029, 947)
classified-ad: For Sell Flat 4 B H K, Luxurious, with 2 Car Parking, Rambaug, Maninagar 9999322843 (558, 1273, 717, 1327)
classified-ad: વેચવાનો છે ફ્લેટ 2 બેડરૂમ વંદેમાતરમ રોડ ગોતા 9998880498 (387, 719, 546, 759)
classified-ad: વેચવાનો છે બંગલો પ્લોટ 250 બાંધકામ 320 વાર 4 બેડરૂમ પ્રાઇમ લોકેશન 2 કાર પાર્કિંગ સાયન્સ સીટી Arham Property 9825157680 (46, 811, 205, 877)
classified-ad: ભાડે આપવાની છે દુકાન, 150 Sq. Ft. 2nd Floor, ઘીકાંટા- 9825559445 (1410, 601, 1569, 641)
classified-ad: વેચવાના છે ફ્લેટ 2 B H K ફુલી ફર્નિશ્ડ, 4થો માળ, આશીર્વાદ ટાવર, ઇન ડેસ્ટાર નજીક, મેઇન રોડ, પ્રભાત ચોક, ઘાટલોડિયા. 95376 98485 (217, 718, 376, 771)
classified-ad: ભાડે જોઇએ છે 1 & 2 B H K ફુલી ફર્નિશ્ડ ફ્લેટ સાથે, વટવા, હાથીજણ-, નારોલ. 9879071714 (899, 953, 1057, 993)
classified-ad: વેચવાનો છે ટેનામેન્ટ એ 26 ચંદ્રલોક બંગ્લોઝ સ્મૃતિ મંદિર પાસે ઘોડાસર 8154089301 (728, 421, 887, 460)
classified-ad: વેચવાનો છે ફ્લેટ 2 B H K, કાલિંદી એપાર્ટમેન્ટ, જયમાલા બસ સ્ટોપ પાસે, ઇસનપુર રોડ, અમદાવાદ મો. 9428912815 (728, 1044, 887, 1098)
classified-ad: વેચવાની છે દુકાન આશરે 300ફુટ, કોર્નર, દરેક ધંધાને લાયક, નવા વાડજ ભીમજીપુરા 9974698770 ઓનર (217, 1394, 376, 1447)
classified-ad: વેચવાનો છે પ્લોટ 1380 વાર હેબતપુર. 9909419921. (1410, 1637, 1569, 1663)
commercial-complex-ad (1240, 433, 1398, 649)
classified-ad: વેચવાનો છે રો હાઉસ સરવર એસ્ટેટ, ઇસનપુર 7043357355 (728, 1104, 887, 1130)
classified-ad: વેચવાનો છે પ્લોટ 1190 વાર આંતરરાષ્ટ્રિય ફેસ 2 નારમેદ 8511343232 (1410, 1105, 1569, 1145)
section-subheading: ભાડે જોઇએ છે (1098, 1062, 1199, 1083)
classified-ad: વેચવાનો છે બંગલો 3 B H K ગાર્ડન સાથે, 238 વાર પ્લોટ અને 200 વાર બાંધકામ. ઇસનપુર- ઘોડાસર હાઇવે. સંપર્ક: 9909038952 (728, 1195, 887, 1249)
classified-ad: For Sale Plot 1200 Yard Corner, Suramya 2 Rancharda Asset Procon. 9898900841 (1410, 711, 1569, 764)
classified-ad: વેચવાની છે દુકાન 1100 ચો. ફુટ મહાલક્ષ્મી કોમ્પ્લેક્ષ સામે, ઘીકાંટા. 9824371473 (1410, 351, 1569, 391)
banner-brand-sub: ટયુકડી જાહેરખબર (1071, 186, 1199, 206)
giriraj-square-ad (558, 593, 717, 736)
ad-column-9 (1410, 121, 1569, 2213)
classified-ad: વેચવાનો છે ફ્લેટ, 4 બેડરૂમ, સાયન્સ સીટી, 9106358354, 9023152309. Jalaram (46, 1094, 205, 1134)
section-heading: બાપુનગર (1255, 129, 1383, 158)
section-subheading: જોઇએ છે (246, 989, 347, 1009)
classified-ad: વેચવાનો છે સ્વતંત્ર બંગલો, રેલ્વે રોડ પાસે, ઘાટલોડિયા, 2 વાર, ખાટ ઘાટલોડિયા (વિભાગ-2). 9327008199 (217, 567, 376, 621)
classified-ad: વેચવાની છે દુકાન પ્રથમ માળે ઓઢવ. 8128640262 (1240, 1004, 1398, 1031)
classified-ad: On sell plot Rajyog 550 yard Opposite Suramya Khoraj. 9898781994 (1410, 1591, 1569, 1631)
classified-ad: વેચવાનો છે પ્લોટ 1000 વાર, વટવા- GIDC મેઇન હાઇવે ટચ, વટવા- રામોલ રોડ. 8780960400 (899, 637, 1057, 677)
classified-ad: વેચવાનો છે ફ્લેટ 2 B H K ગોવિંદવાડી ઇસનપુર 9601773625 (728, 1301, 887, 1328)
header-right (1250, 72, 1572, 95)
bungalow-ad-plot: 5) PLOT 631 SQ YARD, 6 BHK (50, 688, 201, 716)
classified-ad: For Sale 4 B H K Sentossa Bunglow Plot 620 Construction 450 Prime Location Science City Arham Property 9825157684 (46, 1534, 205, 1601)
classified-ad: વેચવાનો છે. પ્લોટ 3000 વાર, અઠવાડા ચોળા રોડ, દલાલ માફ 9870021075 (1410, 1013, 1569, 1053)
